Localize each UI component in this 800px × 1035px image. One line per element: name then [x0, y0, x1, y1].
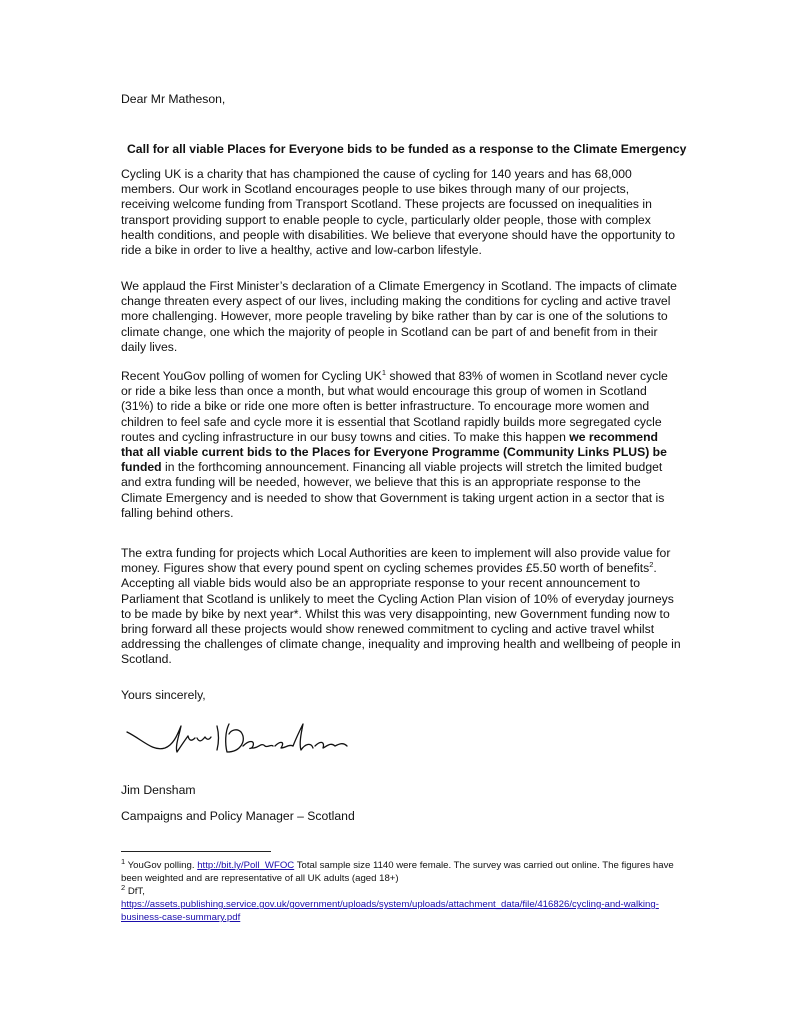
footnote-1-number: 1: [121, 856, 126, 866]
footnote-ref-1[interactable]: 1: [381, 367, 386, 377]
footnote-1-link[interactable]: http://bit.ly/Poll_WFOC: [197, 860, 295, 871]
footnote-2-text-a: DfT,: [125, 886, 145, 897]
paragraph-3-text-b: showed that 83% of women in Scotland never cycle or ride a bike less than once a month, but what would encourage this group of women in Scotland (31%) to ride a bike or ride one more often is better infrastructure. To encourage more women and children to feel safe and cycle more it is essential that Scotland rapidly builds more segregated cycle routes and cycling infrastructure in our busy towns and cities. To make this happen: [121, 369, 668, 444]
paragraph-1: Cycling UK is a charity that has championed the cause of cycling for 140 years and has 68,000 members. Our work in Scotland encourages people to use bikes through many of our projects, receiving welcome funding from Transport Scotland. These projects are focussed on inequalities in transport providing support to enable people to cycle, particularly older people, those with complex health conditions, and people with disabilities. We believe that everyone should have the opportunity to ride a bike in order to live a healthy, active and low-carbon lifestyle.: [121, 167, 675, 258]
paragraph-3-text-c: in the forthcoming announcement. Financing all viable projects will stretch the limited budget and extra funding will be needed, however, we believe that this is an appropriate response to the Climate Emergency and is needed to show that Government is taking urgent action in a sector that is falling behind others.: [121, 460, 665, 520]
footnote-ref-2[interactable]: 2: [649, 560, 654, 570]
paragraph-4: [121, 546, 681, 668]
paragraph-4-text-b: . Accepting all viable bids would also be an appropriate response to your recent announcement to Parliament that Scotland is unlikely to meet the Cycling Action Plan vision of 10% of everyday journeys to be made by bike by next year*. Whilst this was very disappointing, new Government funding now to bring forward all these projects would show renewed commitment to cycling and active travel whilst addressing the challenges of climate change, inequality and improving health and wellbeing of people in Scotland.: [121, 561, 681, 667]
footnote-2-link[interactable]: https://assets.publishing.service.gov.uk/government/uploads/system/uploads/attachment_data/file/416826/cycling-and-walking-business-case-summary.pdf: [121, 899, 659, 924]
footnote-1-text-b: Total sample size 1140 were female. The survey was carried out online. The figures have been weighted and are representative of all UK adults (aged 18+): [121, 860, 674, 885]
paragraph-3: [121, 369, 681, 521]
footnote-2: [121, 882, 681, 924]
footnote-1: [121, 856, 681, 885]
paragraph-4-text-a: The extra funding for projects which Local Authorities are keen to implement will also provide value for money. Figures show that every pound spent on cycling schemes provides £5.50 worth of benefits: [121, 546, 671, 576]
paragraph-3-text-a: Recent YouGov polling of women for Cycling UK: [121, 369, 382, 383]
signatory-name: Jim Densham: [121, 783, 196, 797]
signature-image: [125, 718, 350, 764]
footnote-2-number: 2: [121, 882, 126, 892]
salutation: Dear Mr Matheson,: [121, 92, 226, 106]
signatory-role: Campaigns and Policy Manager – Scotland: [121, 809, 355, 823]
paragraph-3-recommendation: we recommend that all viable current bids to the Places for Everyone Programme (Community Links PLUS) be funded: [121, 429, 667, 475]
closing: Yours sincerely,: [121, 688, 206, 702]
footnote-1-text-a: YouGov polling.: [125, 860, 198, 871]
paragraph-2: We applaud the First Minister’s declaration of a Climate Emergency in Scotland. The impacts of climate change threaten every aspect of our lives, including making the conditions for cycling and active travel more challenging. However, more people traveling by bike rather than by car is one of the solutions to climate change, one which the majority of people in Scotland can be part of and benefit from in their daily lives.: [121, 279, 677, 354]
letter-heading: Call for all viable Places for Everyone bids to be funded as a response to the Climate Emergency: [127, 142, 687, 156]
footnote-divider: [121, 851, 271, 852]
